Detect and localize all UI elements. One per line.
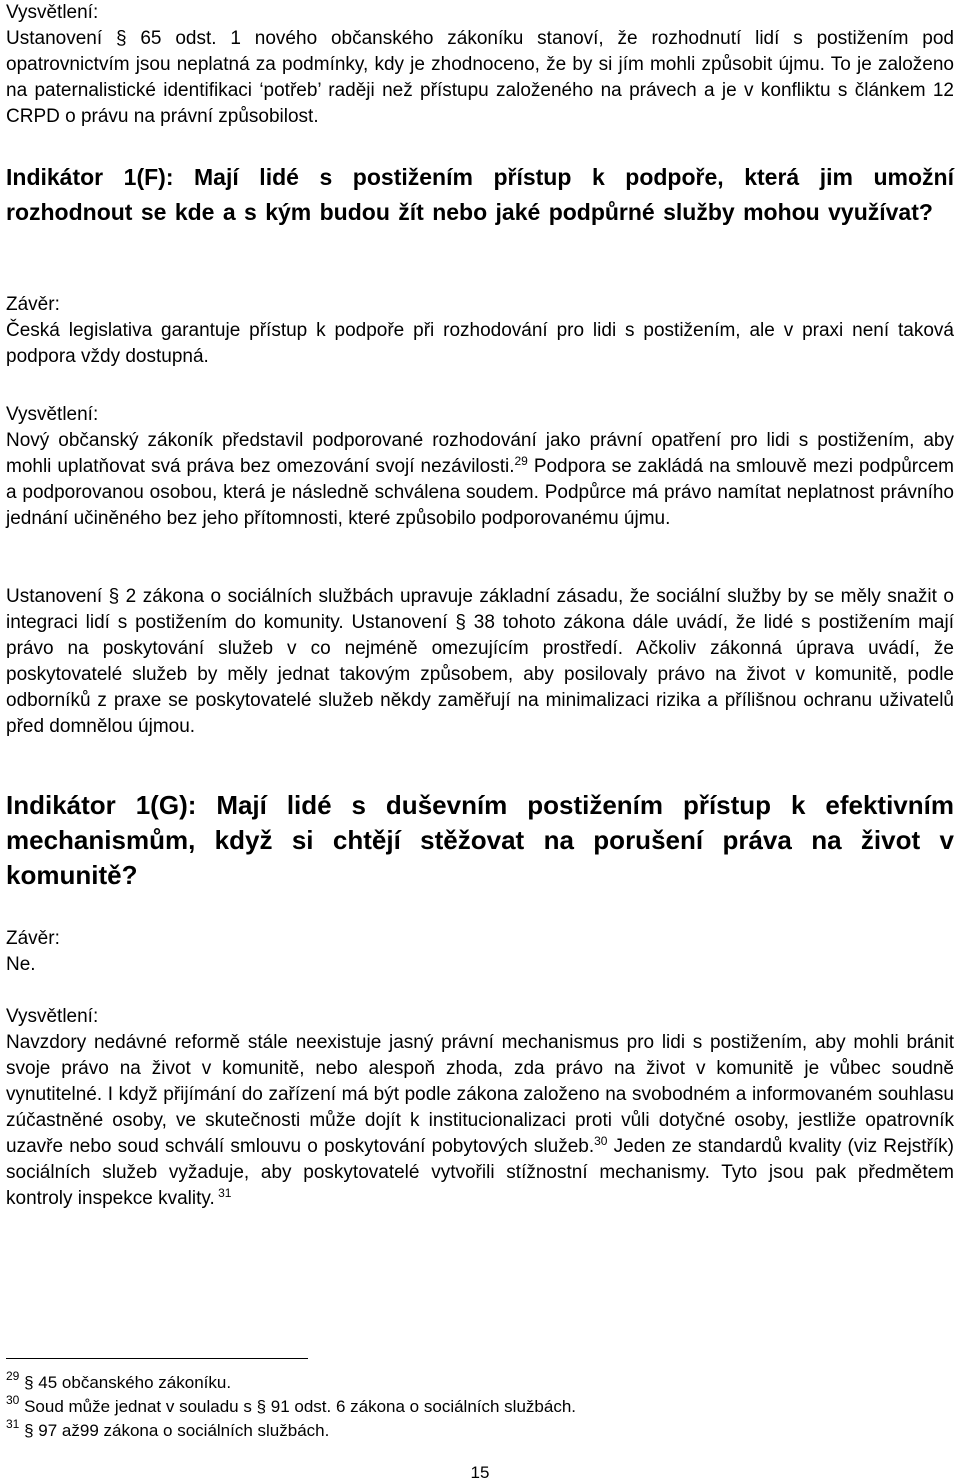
indicator-g-explanation-block bbox=[6, 1004, 954, 1212]
indicator-f-heading-block bbox=[6, 160, 954, 230]
footnote-ref[interactable]: 31 bbox=[214, 1186, 232, 1200]
footnote-ref[interactable]: 30 bbox=[594, 1134, 608, 1148]
indicator-g-heading: Indikátor 1(G): Mají lidé s duševním postižením přístup k efektivním mechanismům, když si chtějí stěžovat na porušení práva na život v komunitě? bbox=[6, 790, 954, 890]
indicator-g-heading-block bbox=[6, 788, 954, 893]
footnote bbox=[6, 1369, 232, 1394]
footnote-text: Soud může jednat v souladu s § 91 odst. 6 zákona o sociálních službách. bbox=[24, 1397, 576, 1416]
paragraph: Česká legislativa garantuje přístup k podpoře při rozhodování pro lidi s postižením, ale v praxi není taková podpora vždy dostupná. bbox=[6, 320, 954, 367]
text-span: Podpora se zakládá na smlouvě mezi podpůrcem a podporovanou osobou, která je následně schválena soudem. Podpůrce má právo namítat neplatnost právního jednání učiněného bez jeho přítomnosti, které způsobilo podporovanému újmu. bbox=[6, 456, 954, 529]
paragraph: Ne. bbox=[6, 954, 36, 975]
indicator-g-conclusion-block bbox=[6, 926, 954, 978]
footnote-text: § 45 občanského zákoníku. bbox=[24, 1373, 232, 1392]
section-label: Závěr: bbox=[6, 928, 60, 949]
footnote-ref[interactable]: 29 bbox=[514, 454, 528, 468]
indicator-f-explanation-block bbox=[6, 402, 954, 532]
paragraph: Ustanovení § 2 zákona o sociálních službách upravuje základní zásadu, že sociální služby by se měly snažit o integraci lidí s postižením do komunity. Ustanovení § 38 tohoto zákona dále uvádí, že lidé s postižením mají právo na poskytování služeb v co nejméně omezujícím prostředí. Ačkoliv zákonná úprava uvádí, že poskytovatelé služeb by měly jednat takovým způsobem, aby posilovaly právo na život v komunitě, podle odborníků z praxe se poskytovatelé služeb někdy zaměřují na minimalizaci rizika a přílišnou ochranu uživatelů před domnělou újmou. bbox=[6, 586, 954, 737]
text-span: Nový občanský zákoník představil podporované rozhodování jako právní opatření pro lidi s postižením, aby mohli uplatňovat svá práva bez omezování svojí nezávilosti. bbox=[6, 430, 954, 477]
text-span: Jeden ze standardů kvality (viz Rejstřík) sociálních služeb vyžaduje, aby poskytovatelé vytvořili stížnostní mechanismy. Tyto jsou pak předmětem kontroly inspekce kvality. bbox=[6, 1136, 954, 1209]
footnote-separator bbox=[6, 1358, 308, 1359]
section-label: Vysvětlení: bbox=[6, 2, 99, 23]
footnote bbox=[6, 1393, 576, 1418]
page-number: 15 bbox=[470, 1463, 490, 1482]
paragraph bbox=[6, 428, 954, 532]
section-label: Závěr: bbox=[6, 294, 60, 315]
footnote bbox=[6, 1417, 330, 1442]
explanation-block-1 bbox=[6, 0, 954, 130]
footnote-number: 30 bbox=[6, 1393, 20, 1407]
footnote-number: 29 bbox=[6, 1369, 20, 1383]
paragraph bbox=[6, 1030, 954, 1212]
footnote-text: § 97 až99 zákona o sociálních službách. bbox=[24, 1421, 330, 1440]
paragraph: Ustanovení § 65 odst. 1 nového občanského zákoníku stanoví, že rozhodnutí lidí s postižením pod opatrovnictvím jsou neplatná za podmínky, kdy je zhodnoceno, že by si jím mohli způsobit újmu. To je založeno na paternalistické identifikaci ‘potřeb’ raději než přístupu založeného na právech a je v konfliktu s článkem 12 CRPD o právu na právní způsobilost. bbox=[6, 28, 954, 127]
indicator-f-heading: Indikátor 1(F): Mají lidé s postižením přístup k podpoře, která jim umožní rozhodnout se kde a s kým budou žít nebo jaké podpůrné služby mohou využívat? bbox=[6, 164, 954, 225]
footnote-number: 31 bbox=[6, 1417, 20, 1431]
text-span: Navzdory nedávné reformě stále neexistuje jasný právní mechanismus pro lidi s postižením, aby mohli bránit svoje právo na život v komunitě, nebo alespoň zhoda, zda právo na život v komunitě je vůbec soudně vynutitelné. I když přijímání do zařízení má být podle zákona založeno na svobodném a informovaném souhlasu zúčastněné osoby, ve skutečnosti může dojít k institucionalizaci proti vůli dotyčné osoby, jestliže opatrovník uzavře nebo soud schválí smlouvu o poskytování pobytových služeb. bbox=[6, 1032, 954, 1157]
paragraph-block bbox=[6, 584, 954, 740]
section-label: Vysvětlení: bbox=[6, 1006, 99, 1027]
indicator-f-conclusion-block bbox=[6, 292, 954, 370]
section-label: Vysvětlení: bbox=[6, 404, 99, 425]
